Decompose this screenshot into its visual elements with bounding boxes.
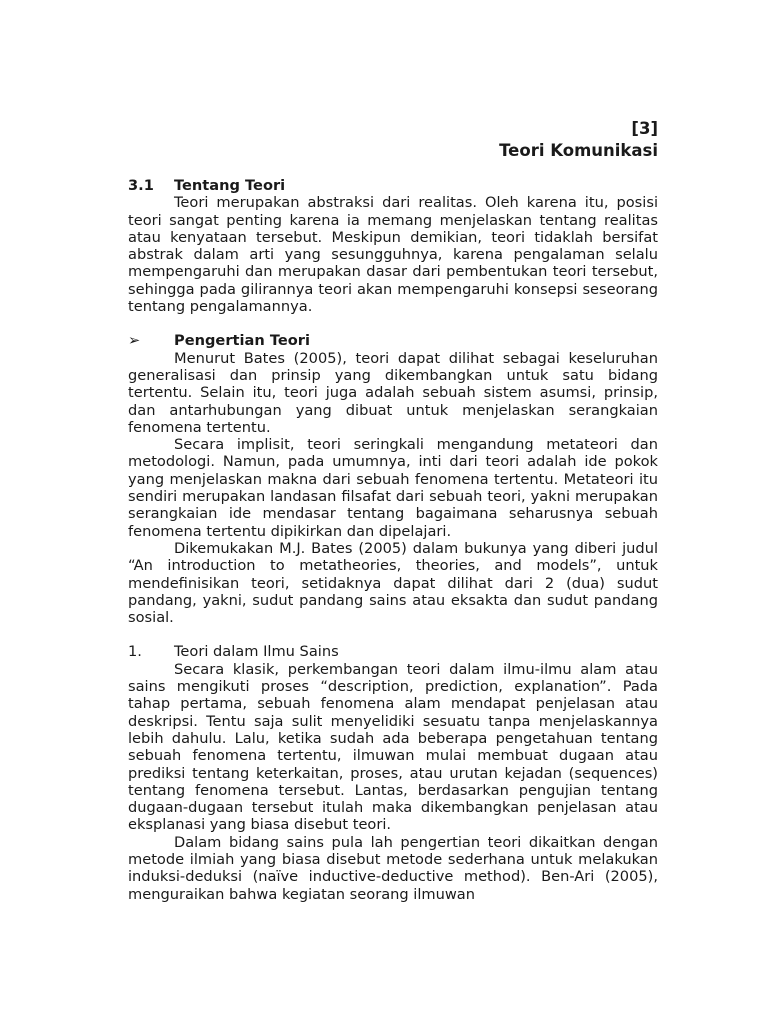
arrow-bullet-icon: ➢ [128,332,141,350]
document-page [128,112,658,903]
numbered-title: Teori dalam Ilmu Sains [174,643,339,661]
section-title: Tentang Teori [174,177,286,194]
body-paragraph: Menurut Bates (2005), teori dapat dilihat sebagai keseluruhan generalisasi dan prinsip yang dikembangkan untuk satu bidang tertentu. Selain itu, teori juga adalah sebuah sistem asumsi, prinsip, dan antarhubungan yang dibuat untuk menjelaskan serangkaian fenomena tertentu. [128,349,658,436]
numbered-heading [128,643,658,660]
body-paragraph: Dalam bidang sains pula lah pengertian teori dikaitkan dengan metode ilmiah yang biasa disebut metode sederhana untuk melakukan induksi-deduksi (naïve inductive-deductive method). Ben-Ari (2005), menguraikan bahwa kegiatan seorang ilmuwan [128,833,658,903]
chapter-number: [3] [631,119,658,138]
chapter-heading [128,118,658,162]
list-number: 1. [128,643,142,661]
section-number: 3.1 [128,177,154,194]
body-paragraph: Secara implisit, teori seringkali mengandung metateori dan metodologi. Namun, pada umumnya, inti dari teori adalah ide pokok yang menjelaskan makna dari sebuah fenomena tertentu. Metateori itu sendiri merupakan landasan filsafat dari sebuah teori, yakni merupakan serangkaian ide mendasar tentang bagaimana seharusnya sebuah fenomena tertentu dipikirkan dan dipelajari. [128,436,658,540]
body-paragraph: Secara klasik, perkembangan teori dalam ilmu-ilmu alam atau sains mengikuti proses “description, prediction, explanation”. Pada tahap pertama, sebuah fenomena alam mendapat penjelasan atau deskripsi. Tentu saja sulit menyelidiki sesuatu tanpa menjelaskannya lebih dahulu. Lalu, ketika sudah ada beberapa pengetahuan tentang sebuah fenomena tertentu, ilmuwan mulai membuat dugaan atau prediksi tentang keterkaitan, proses, atau urutan kejadan (sequences) tentang fenomena tersebut. Lantas, berdasarkan pengujian tentang dugaan-dugaan tersebut itulah maka dikembangkan penjelasan atau eksplanasi yang biasa disebut teori. [128,660,658,834]
subsection-title: Pengertian Teori [174,332,310,350]
section-heading [128,177,658,194]
section-paragraph: Teori merupakan abstraksi dari realitas. Oleh karena itu, posisi teori sangat penting karena ia memang menjelaskan tentang realitas atau kenyataan tersebut. Meskipun demikian, teori tidaklah bersifat abstrak dalam arti yang sesungguhnya, karena pengalaman selalu mempengaruhi dan merupakan dasar dari pembentukan teori tersebut, sehingga pada gilirannya teori akan mempengaruhi konsepsi seseorang tentang pengalamannya. [128,194,658,316]
body-paragraph: Dikemukakan M.J. Bates (2005) dalam bukunya yang diberi judul “An introduction to metatheories, theories, and models”, untuk mendefinisikan teori, setidaknya dapat dilihat dari 2 (dua) sudut pandang, yakni, sudut pandang sains atau eksakta dan sudut pandang sosial. [128,539,658,627]
subsection-heading [128,332,658,349]
chapter-title: Teori Komunikasi [499,141,658,160]
